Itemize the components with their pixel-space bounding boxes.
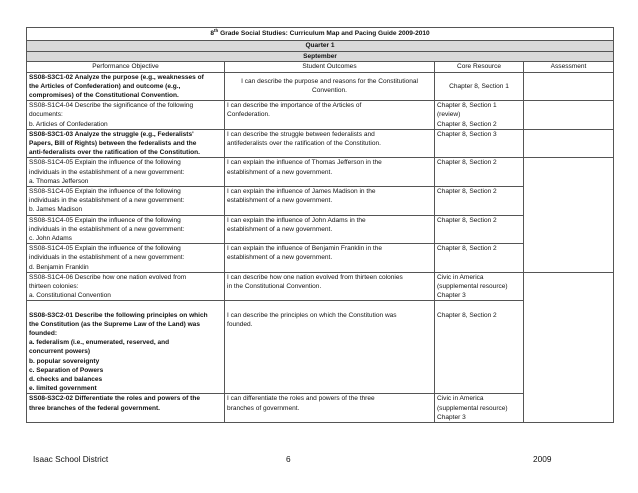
- footer-district: Isaac School District: [33, 454, 109, 464]
- quarter-row: [27, 41, 614, 52]
- resource-cell: Chapter 8, Section 2: [435, 186, 524, 215]
- month-label: September: [27, 51, 614, 62]
- curriculum-table: [26, 27, 614, 423]
- objective-cell: SS08-S1C4-06 Describe how one nation evolved from thirteen colonies: a. Constitutional Convention: [27, 272, 225, 301]
- resource-cell: Civic in America (supplemental resource) Chapter 3: [435, 394, 524, 423]
- table-row: [27, 101, 614, 130]
- outcome-cell: I can explain the influence of John Adams in the establishment of a new government.: [225, 215, 435, 244]
- resource-cell: Civic in America (supplemental resource) Chapter 3: [435, 272, 524, 301]
- objective-cell: SS08-S3C2-02 Differentiate the roles and powers of the three branches of the federal government.: [27, 394, 225, 423]
- resource-cell: Chapter 8, Section 2: [435, 158, 524, 187]
- outcome-cell: I can describe how one nation evolved from thirteen colonies in the Constitutional Convention.: [225, 272, 435, 301]
- objective-cell: SS08-S1C4-04 Describe the significance of the following documents: b. Articles of Confederation: [27, 101, 225, 130]
- outcome-cell: I can describe the struggle between federalists and antifederalists over the ratification of the Constitution.: [225, 129, 435, 158]
- table-row: [27, 244, 614, 273]
- objective-cell: SS08-S1C4-05 Explain the influence of the following individuals in the establishment of a new government: b. James Madison: [27, 186, 225, 215]
- assessment-cell: [524, 215, 614, 244]
- header-assessment: Assessment: [524, 62, 614, 73]
- table-row: [27, 272, 614, 301]
- outcome-cell: I can describe the importance of the Articles of Confederation.: [225, 101, 435, 130]
- assessment-cell: [524, 244, 614, 273]
- resource-cell: Chapter 8, Section 2: [435, 301, 524, 394]
- outcome-cell: I can describe the purpose and reasons for the Constitutional Convention.: [225, 72, 435, 101]
- outcome-cell: I can explain the influence of Benjamin Franklin in the establishment of a new government.: [225, 244, 435, 273]
- objective-cell: SS08-S1C4-05 Explain the influence of the following individuals in the establishment of a new government: d. Benjamin Franklin: [27, 244, 225, 273]
- table-row: [27, 129, 614, 158]
- assessment-cell: [524, 129, 614, 158]
- assessment-cell: [524, 186, 614, 215]
- outcome-cell: I can explain the influence of Thomas Jefferson in the establishment of a new government.: [225, 158, 435, 187]
- objective-cell: SS08-S3C2-01 Describe the following principles on which the Constitution (as the Supreme Law of the Land) was founded: a. federalism (i.e., enumerated, reserved, and concurrent powers) b. popular sovereignty c. Separation of Powers d. checks and balances e. limited government: [27, 301, 225, 394]
- footer-year: 2009: [533, 454, 552, 464]
- footer-page-number: 6: [286, 454, 291, 464]
- outcome-cell: I can differentiate the roles and powers of the three branches of government.: [225, 394, 435, 423]
- table-row: [27, 158, 614, 187]
- outcome-cell: I can explain the influence of James Madison in the establishment of a new government.: [225, 186, 435, 215]
- header-resource: Core Resource: [435, 62, 524, 73]
- title-row: [27, 28, 614, 41]
- curriculum-sheet: [26, 27, 613, 423]
- table-row: [27, 301, 614, 394]
- objective-cell: SS08-S3C1-03 Analyze the struggle (e.g., Federalists' Papers, Bill of Rights) between the federalists and the anti-federalists over the ratification of the Constitution.: [27, 129, 225, 158]
- assessment-cell: [524, 394, 614, 423]
- resource-cell: Chapter 8, Section 2: [435, 244, 524, 273]
- header-objective: Performance Objective: [27, 62, 225, 73]
- resource-cell: Chapter 8, Section 1 (review) Chapter 8, Section 2: [435, 101, 524, 130]
- header-row: [27, 62, 614, 73]
- month-row: [27, 51, 614, 62]
- assessment-cell: [524, 301, 614, 394]
- table-row: [27, 72, 614, 101]
- objective-cell: SS08-S1C4-05 Explain the influence of the following individuals in the establishment of a new government: a. Thomas Jefferson: [27, 158, 225, 187]
- assessment-cell: [524, 272, 614, 301]
- page-footer: [33, 454, 553, 466]
- resource-cell: Chapter 8, Section 3: [435, 129, 524, 158]
- objective-cell: SS08-S1C4-05 Explain the influence of the following individuals in the establishment of a new government: c. John Adams: [27, 215, 225, 244]
- outcome-cell: I can describe the principles on which the Constitution was founded.: [225, 301, 435, 394]
- resource-cell: Chapter 8, Section 2: [435, 215, 524, 244]
- header-outcomes: Student Outcomes: [225, 62, 435, 73]
- document-title: 8th Grade Social Studies: Curriculum Map and Pacing Guide 2009-2010: [27, 28, 614, 41]
- table-row: [27, 394, 614, 423]
- resource-cell: Chapter 8, Section 1: [435, 72, 524, 101]
- assessment-cell: [524, 158, 614, 187]
- objective-cell: SS08-S3C1-02 Analyze the purpose (e.g., weaknesses of the Articles of Confederation) and outcome (e.g., compromises) of the Constitutional Convention.: [27, 72, 225, 101]
- assessment-cell: [524, 72, 614, 101]
- assessment-cell: [524, 101, 614, 130]
- table-row: [27, 215, 614, 244]
- quarter-label: Quarter 1: [27, 41, 614, 52]
- table-row: [27, 186, 614, 215]
